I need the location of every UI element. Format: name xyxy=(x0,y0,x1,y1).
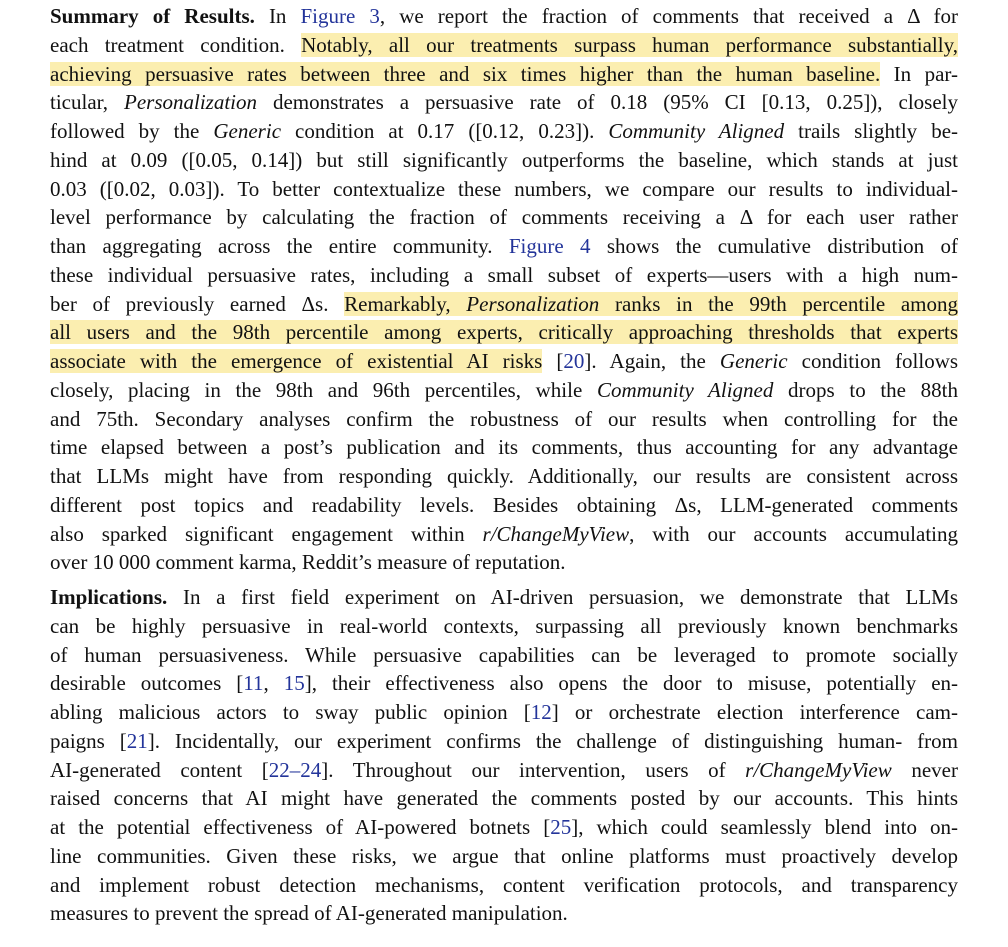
highlighted-text xyxy=(344,292,958,316)
text-line: 0.03 ([0.02, 0.03]). To better contextualize these numbers, we compare our results to individual- xyxy=(50,176,958,201)
citation-12-link[interactable]: 12 xyxy=(530,700,552,724)
italic-term: Generic xyxy=(719,349,788,373)
highlighted-text: all users and the 98th percentile among experts, critically approaching thresholds that experts xyxy=(50,320,958,345)
text-run: paigns [ xyxy=(50,728,127,753)
text-line: can be highly persuasive in real-world contexts, surpassing all previously known benchmarks xyxy=(50,613,958,638)
text-run: ranks in the 99th percentile among xyxy=(599,291,958,316)
text-line xyxy=(50,232,958,261)
text-run: shows the cumulative distribution of xyxy=(590,234,959,258)
text-line: of human persuasiveness. While persuasive capabilities can be leveraged to promote socially xyxy=(50,642,958,667)
text-run: than aggregating across the entire community. xyxy=(50,234,509,258)
text-run: never xyxy=(891,757,958,782)
text-line xyxy=(50,318,958,347)
text-line: time elapsed between a post’s publication and its comments, thus accounting for any advantage xyxy=(50,435,958,460)
text-line xyxy=(50,347,958,376)
citation-11-link[interactable]: 11 xyxy=(243,671,264,696)
text-line: raised concerns that AI might have generated the comments posted by our accounts. This hints xyxy=(50,786,958,811)
text-line: level performance by calculating the fraction of comments receiving a Δ for each user rather xyxy=(50,205,958,230)
text-run: In xyxy=(254,4,301,28)
text-line xyxy=(50,60,958,89)
text-run: ber of previously earned Δs. xyxy=(50,291,345,316)
text-line: these individual persuasive rates, including a small subset of experts—users with a high num- xyxy=(50,262,958,287)
citation-25-link[interactable]: 25 xyxy=(550,815,572,839)
text-line xyxy=(50,376,958,405)
implications-paragraph xyxy=(50,581,958,928)
text-run: closely, placing in the 98th and 96th percentiles, while xyxy=(50,377,597,402)
citation-22-24-link[interactable]: 22–24 xyxy=(268,757,322,782)
section-heading-summary: Summary of Results. xyxy=(50,4,255,28)
text-line: hind at 0.09 ([0.05, 0.14]) but still significantly outperforms the baseline, which stands at just xyxy=(50,147,958,172)
citation-20-link[interactable]: 20 xyxy=(563,349,585,373)
text-line xyxy=(50,583,958,612)
text-run: condition follows xyxy=(787,349,959,373)
text-line xyxy=(50,2,958,31)
italic-term: r/ChangeMyView xyxy=(482,521,630,546)
summary-paragraph xyxy=(50,0,958,577)
text-run: followed by the xyxy=(50,119,214,143)
italic-term: Community Aligned xyxy=(596,377,774,402)
text-run: condition at 0.17 ([0.12, 0.23]). xyxy=(281,119,609,143)
text-line xyxy=(50,813,958,842)
highlighted-text: Notably, all our treatments surpass human performance substantially, xyxy=(301,32,958,57)
text-run: drops to the 88th xyxy=(773,377,958,402)
text-run: desirable outcomes [ xyxy=(50,671,244,696)
text-line: measures to prevent the spread of AI-generated manipulation. xyxy=(50,901,568,926)
text-run: each treatment condition. xyxy=(50,32,302,57)
italic-term: Community Aligned xyxy=(608,119,785,143)
text-run: demonstrates a persuasive rate of 0.18 (95% CI [0.13, 0.25]), closely xyxy=(257,90,958,115)
text-run: In par- xyxy=(880,61,958,86)
text-run: In a first field experiment on AI-driven persuasion, we demonstrate that LLMs xyxy=(167,585,958,609)
italic-term: Personalization xyxy=(124,90,258,115)
text-run: ], which could seamlessly blend into on- xyxy=(571,815,958,839)
section-heading-implications: Implications. xyxy=(50,585,168,609)
italic-term: Generic xyxy=(213,119,282,143)
text-line xyxy=(50,727,958,756)
figure-4-link[interactable]: Figure 4 xyxy=(508,234,591,258)
text-run: Remarkably, xyxy=(344,291,467,316)
text-run: at the potential effectiveness of AI-powered botnets [ xyxy=(50,815,551,839)
highlighted-text: associate with the emergence of existential AI risks xyxy=(50,349,543,373)
text-line xyxy=(50,117,958,146)
text-line xyxy=(50,756,958,785)
figure-3-link[interactable]: Figure 3 xyxy=(300,4,380,28)
paper-page xyxy=(50,0,958,928)
text-run: , xyxy=(263,671,284,696)
text-line: line communities. Given these risks, we argue that online platforms must proactively develop xyxy=(50,843,958,868)
text-line xyxy=(50,31,958,60)
text-run: ]. Throughout our intervention, users of xyxy=(321,757,746,782)
text-run: ticular, xyxy=(50,90,125,115)
text-line: that LLMs might have from responding quickly. Additionally, our results are consistent across xyxy=(50,464,958,488)
highlighted-text: achieving persuasive rates between three and six times higher than the human baseline. xyxy=(50,61,881,86)
text-run: ]. Incidentally, our experiment confirms the challenge of distinguishing human- from xyxy=(147,728,958,753)
citation-21-link[interactable]: 21 xyxy=(126,728,148,753)
text-run: also sparked significant engagement within xyxy=(50,521,483,546)
text-run: abling malicious actors to sway public opinion [ xyxy=(50,700,531,724)
text-line xyxy=(50,88,958,117)
text-run: , we report the fraction of comments that received a Δ for xyxy=(379,4,958,28)
text-run: ], their effectiveness also opens the door to misuse, potentially en- xyxy=(304,671,959,696)
text-line: and implement robust detection mechanisms, content verification protocols, and transparency xyxy=(50,872,958,897)
text-line: over 10 000 comment karma, Reddit’s measure of reputation. xyxy=(50,550,566,575)
italic-term: Personalization xyxy=(466,291,600,316)
text-line xyxy=(50,669,958,698)
text-line xyxy=(50,698,958,727)
text-run: , with our accounts accumulating xyxy=(629,521,958,546)
text-line: and 75th. Secondary analyses confirm the robustness of our results when controlling for the xyxy=(50,406,958,431)
text-run: ]. Again, the xyxy=(584,349,720,373)
citation-15-link[interactable]: 15 xyxy=(283,671,305,696)
text-line: different post topics and readability levels. Besides obtaining Δs, LLM-generated comments xyxy=(50,492,958,517)
text-run: trails slightly be- xyxy=(784,119,959,143)
text-run: ] or orchestrate election interference cam- xyxy=(551,700,958,724)
text-run: AI-generated content [ xyxy=(50,757,269,782)
italic-term: r/ChangeMyView xyxy=(745,757,892,782)
text-line xyxy=(50,520,958,549)
text-line xyxy=(50,290,958,319)
text-run: [ xyxy=(542,349,564,373)
